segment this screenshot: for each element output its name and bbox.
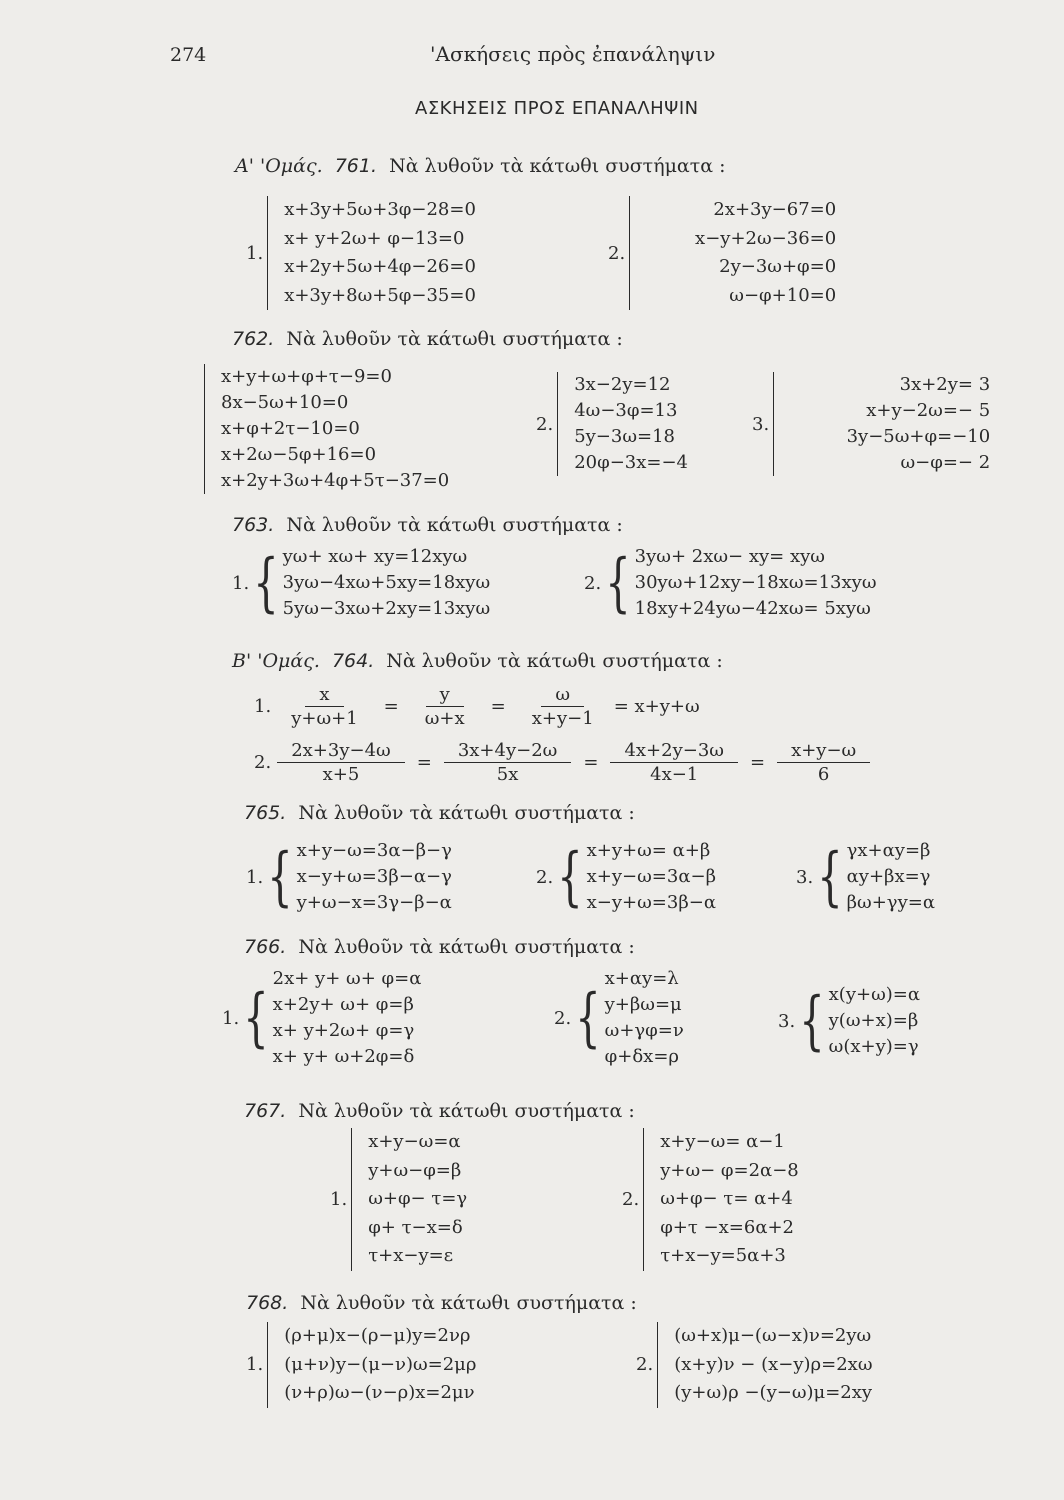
instruction-text: Νὰ λυθοῦν τὰ κάτωθι συστήματα : <box>298 802 635 824</box>
fraction: $\frac{y}{\omega+x}$ <box>424 684 465 729</box>
exercise-number: 763. <box>232 514 275 536</box>
system-bracket <box>657 1322 666 1408</box>
exercise-number: 768. <box>246 1292 289 1314</box>
system-label: 1. <box>246 1354 264 1376</box>
equation: x+y+ω= α+β <box>586 840 711 861</box>
system-label: 2. <box>536 413 554 435</box>
equation: x+y−ω=3α−β−γ <box>296 840 452 861</box>
equation: y+ω−φ=β <box>368 1159 462 1181</box>
exercise-766-heading <box>244 936 635 958</box>
equation: x+y−2ω=− 5 <box>866 400 991 421</box>
group-b-label: Β' 'Ομάς. <box>232 650 320 672</box>
equation: 20φ−3x=−4 <box>574 452 688 473</box>
system-brace: { <box>243 981 269 1055</box>
system-bracket <box>267 1322 276 1408</box>
equation: 30yω+12xy−18xω=13xyω <box>634 572 877 593</box>
equation: x+2y+ ω+ φ=β <box>272 994 414 1015</box>
system-763-1 <box>232 544 490 622</box>
equation: x+2ω−5φ+16=0 <box>221 444 377 465</box>
system-label: 1. <box>222 1007 240 1029</box>
system-768-2 <box>636 1322 873 1408</box>
equation: y+ω− φ=2α−8 <box>660 1159 799 1181</box>
system-label: 2. <box>608 242 626 264</box>
exercise-number: 764. <box>331 650 375 672</box>
system-762-1 <box>204 364 449 494</box>
equation: 3x+2y= 3 <box>899 374 991 395</box>
equation: x+2y+5ω+4φ−26=0 <box>284 256 476 277</box>
exercise-number: 762. <box>232 328 275 350</box>
system-bracket <box>351 1128 360 1271</box>
system-bracket <box>557 372 566 476</box>
system-767-1 <box>330 1128 467 1271</box>
equation: x−y+2ω−36=0 <box>695 227 837 249</box>
equation: x−y+ω=3β−α−γ <box>296 866 452 887</box>
system-label: 1. <box>246 866 264 888</box>
exercise-768-heading <box>246 1292 637 1314</box>
equation: 3y−5ω+φ=−10 <box>846 426 991 447</box>
system-767-2 <box>622 1128 799 1271</box>
equation: τ+x−y=ε <box>368 1245 454 1266</box>
equation-row-764-2: 2. $\frac{2x+3y-4\omega}{x+5}$ = $\frac{3x+4y-2\omega}{5x}$ = $\frac{4x+2y-3\omega}{4x-1}$ = $\frac{x+y-\omega}{6}$ <box>254 740 876 785</box>
equation: ω+φ− τ=γ <box>368 1188 468 1209</box>
system-label: 2. <box>636 1354 654 1376</box>
equation: 18xy+24yω−42xω= 5xyω <box>634 598 871 619</box>
group-a-label: Α' 'Ομάς. <box>235 155 323 177</box>
system-766-2 <box>554 966 684 1070</box>
equation: ω(x+y)=γ <box>828 1036 919 1057</box>
equation: 3yω−4xω+5xy=18xyω <box>282 572 491 593</box>
equation: x+2y+3ω+4φ+5τ−37=0 <box>221 470 450 491</box>
equation: x−y+ω=3β−α <box>586 892 716 913</box>
instruction-text: Νὰ λυθοῦν τὰ κάτωθι συστήματα : <box>286 514 623 536</box>
equation: 4ω−3φ=13 <box>574 400 678 421</box>
exercise-number: 765. <box>244 802 287 824</box>
exercise-number: 767. <box>244 1100 287 1122</box>
instruction-text: Νὰ λυθοῦν τὰ κάτωθι συστήματα : <box>300 1292 637 1314</box>
exercise-762-heading <box>232 328 623 350</box>
instruction-text: Νὰ λυθοῦν τὰ κάτωθι συστήματα : <box>298 936 635 958</box>
instruction-text: Νὰ λυθοῦν τὰ κάτωθι συστήματα : <box>389 155 726 177</box>
section-title: ΑΣΚΗΣΕΙΣ ΠΡΟΣ ΕΠΑΝΑΛΗΨΙΝ <box>415 98 699 119</box>
equation: ω+φ− τ= α+4 <box>660 1188 793 1209</box>
equation: 5y−3ω=18 <box>574 426 676 447</box>
equation: y+ω−x=3γ−β−α <box>296 892 452 913</box>
equation: 2x+ y+ ω+ φ=α <box>272 968 422 989</box>
system-765-3 <box>796 838 935 916</box>
system-766-1 <box>222 966 421 1070</box>
equation: x+y−ω=3α−β <box>586 866 716 887</box>
equation: yω+ xω+ xy=12xyω <box>282 546 468 567</box>
equation: ω−φ+10=0 <box>729 284 837 306</box>
equation: 3x−2y=12 <box>574 374 671 395</box>
exercise-number: 766. <box>244 936 287 958</box>
system-label: 2. <box>554 1007 572 1029</box>
equation: φ+δx=ρ <box>604 1046 679 1067</box>
system-761-2 <box>608 196 836 310</box>
equation: x+ y+2ω+ φ=γ <box>272 1020 415 1041</box>
system-label: 2. <box>622 1188 640 1210</box>
fraction: $\frac{4x+2y-3\omega}{4x-1}$ <box>610 740 738 785</box>
equation: 8x−5ω+10=0 <box>221 392 349 413</box>
exercise-763-heading <box>232 514 623 536</box>
equation: (ν+ρ)ω−(ν−ρ)x=2μν <box>284 1382 475 1403</box>
fraction: $\frac{2x+3y-4\omega}{x+5}$ <box>277 740 405 785</box>
system-label: 3. <box>778 1010 796 1032</box>
equation: x+3y+5ω+3φ−28=0 <box>284 199 476 220</box>
equation: x+y+ω+φ+τ−9=0 <box>221 366 392 387</box>
system-brace: { <box>267 840 293 914</box>
system-brace: { <box>253 546 279 620</box>
equation: φ+τ −x=6α+2 <box>660 1216 795 1238</box>
row-label: 1. <box>254 696 272 717</box>
equation: (ρ+μ)x−(ρ−μ)y=2νρ <box>284 1325 471 1346</box>
system-brace: { <box>799 984 825 1058</box>
system-label: 2. <box>584 572 602 594</box>
instruction-text: Νὰ λυθοῦν τὰ κάτωθι συστήματα : <box>298 1100 635 1122</box>
system-label: 1. <box>232 572 250 594</box>
equation: 5yω−3xω+2xy=13xyω <box>282 598 491 619</box>
equation-tail: = x+y+ω <box>613 696 700 717</box>
system-762-2 <box>536 372 688 476</box>
system-brace: { <box>557 840 583 914</box>
equation: αy+βx=γ <box>846 866 931 887</box>
system-762-3 <box>752 372 990 476</box>
system-bracket <box>267 196 276 310</box>
system-brace: { <box>605 546 631 620</box>
equation: x+3y+8ω+5φ−35=0 <box>284 284 476 306</box>
exercise-765-heading <box>244 802 635 824</box>
equation: βω+γy=α <box>846 892 935 913</box>
instruction-text: Νὰ λυθοῦν τὰ κάτωθι συστήματα : <box>286 328 623 350</box>
equation: γx+αy=β <box>846 840 931 861</box>
system-bracket <box>773 372 782 476</box>
equation: x+ y+ ω+2φ=δ <box>272 1046 415 1067</box>
fraction: $\frac{x+y-\omega}{6}$ <box>777 740 870 785</box>
system-765-2 <box>536 838 716 916</box>
equation: 2y−3ω+φ=0 <box>719 256 837 277</box>
system-bracket <box>204 364 213 494</box>
system-label: 3. <box>796 866 814 888</box>
system-763-2 <box>584 544 877 622</box>
equation: (x+y)ν − (x−y)ρ=2xω <box>674 1353 873 1375</box>
equation: x(y+ω)=α <box>828 984 921 1005</box>
system-label: 1. <box>246 242 264 264</box>
equation: (ω+x)μ−(ω−x)ν=2yω <box>674 1325 872 1346</box>
fraction: $\frac{x}{y+\omega+1}$ <box>291 684 358 729</box>
equation: ω+γφ=ν <box>604 1020 684 1041</box>
equation: (μ+ν)y−(μ−ν)ω=2μρ <box>284 1353 477 1375</box>
equation: φ+ τ−x=δ <box>368 1216 463 1238</box>
fraction: $\frac{3x+4y-2\omega}{5x}$ <box>444 740 572 785</box>
equation-row-764-1: 1. $\frac{x}{y+\omega+1}$ = $\frac{y}{\omega+x}$ = $\frac{\omega}{x+y-1}$ = x+y+ω <box>254 684 700 729</box>
row-label: 2. <box>254 752 272 773</box>
system-brace: { <box>575 981 601 1055</box>
equation: y+βω=μ <box>604 994 682 1015</box>
system-brace: { <box>817 840 843 914</box>
equation: (y+ω)ρ −(y−ω)μ=2xy <box>674 1382 873 1403</box>
system-768-1 <box>246 1322 476 1408</box>
equation: ω−φ=− 2 <box>900 452 991 473</box>
exercise-761-heading <box>235 155 726 177</box>
equation: x+ y+2ω+ φ−13=0 <box>284 227 465 249</box>
equation: x+αy=λ <box>604 968 679 989</box>
system-label: 1. <box>330 1188 348 1210</box>
equation: 2x+3y−67=0 <box>713 199 837 220</box>
equation: 3yω+ 2xω− xy= xyω <box>634 546 825 567</box>
equation: x+φ+2τ−10=0 <box>221 418 360 439</box>
exercise-764-heading <box>232 650 723 672</box>
equation: y(ω+x)=β <box>828 1010 919 1031</box>
running-head: 'Ασκήσεις πρὸς ἐπανάληψιν <box>430 42 716 66</box>
system-label: 2. <box>536 866 554 888</box>
system-bracket <box>643 1128 652 1271</box>
system-bracket <box>629 196 638 310</box>
equation: x+y−ω= α−1 <box>660 1131 785 1152</box>
instruction-text: Νὰ λυθοῦν τὰ κάτωθι συστήματα : <box>386 650 723 672</box>
fraction: $\frac{\omega}{x+y-1}$ <box>531 684 594 729</box>
system-label: 3. <box>752 413 770 435</box>
exercise-767-heading <box>244 1100 635 1122</box>
equation: x+y−ω=α <box>368 1131 461 1152</box>
exercise-number: 761. <box>334 155 378 177</box>
system-765-1 <box>246 838 452 916</box>
system-766-3 <box>778 982 920 1060</box>
equation: τ+x−y=5α+3 <box>660 1245 786 1266</box>
system-761-1 <box>246 196 476 310</box>
page-number: 274 <box>170 44 207 66</box>
